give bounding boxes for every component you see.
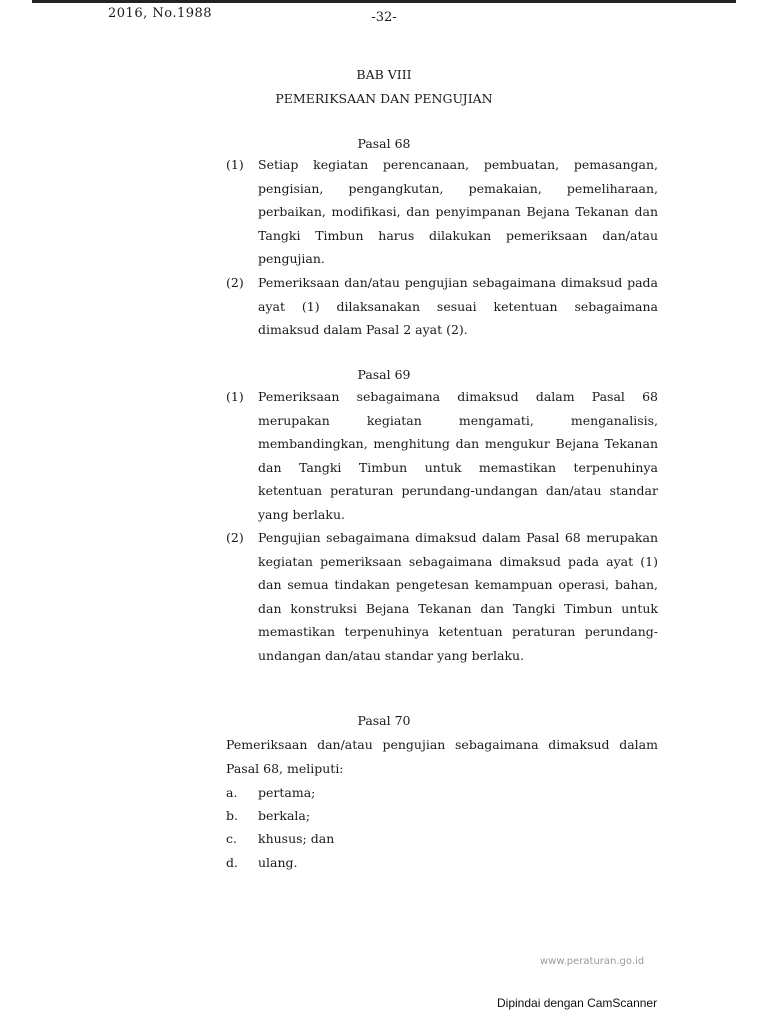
top-border-line — [32, 0, 736, 3]
page-number: -32- — [371, 10, 397, 25]
list-letter: d. — [226, 855, 238, 870]
list-item — [226, 855, 298, 870]
scanner-watermark: Dipindai dengan CamScanner — [497, 996, 658, 1010]
pasal-69-item-1 — [226, 385, 658, 526]
list-text: berkala; — [258, 808, 311, 823]
list-item — [226, 808, 310, 823]
item-text: Pemeriksaan dan/atau pengujian sebagaimana dimaksud pada ayat (1) dilaksanakan sesuai ketentuan sebagaimana dimaksud dalam Pasal 2 ayat (2). — [258, 275, 658, 337]
pasal-69-heading: Pasal 69 — [357, 367, 411, 382]
list-text: ulang. — [258, 855, 298, 870]
list-letter: a. — [226, 785, 238, 800]
pasal-68-item-1 — [226, 153, 658, 271]
list-text: khusus; dan — [258, 831, 335, 846]
item-text: Pengujian sebagaimana dimaksud dalam Pasal 68 merupakan kegiatan pemeriksaan sebagaimana dimaksud pada ayat (1) dan semua tindakan pengetesan kemampuan operasi, bahan, dan konstruksi Bejana Tekanan dan Tangki Timbun untuk memastikan terpenuhinya ketentuan peraturan perundang-undangan dan/atau standar yang berlaku. — [258, 530, 658, 663]
pasal-69-item-2 — [226, 526, 658, 667]
chapter-number: BAB VIII — [356, 67, 412, 82]
item-number: (1) — [226, 157, 244, 172]
pasal-68-heading: Pasal 68 — [357, 136, 411, 151]
item-number: (2) — [226, 530, 244, 545]
pasal-70-intro: Pemeriksaan dan/atau pengujian sebagaimana dimaksud dalam Pasal 68, meliputi: — [226, 737, 658, 776]
chapter-title: PEMERIKSAAN DAN PENGUJIAN — [275, 91, 493, 106]
document-reference: 2016, No.1988 — [108, 6, 213, 21]
pasal-70-heading: Pasal 70 — [357, 713, 411, 728]
pasal-68-item-2 — [226, 271, 658, 342]
list-item — [226, 785, 315, 800]
item-number: (1) — [226, 389, 244, 404]
item-text: Setiap kegiatan perencanaan, pembuatan, pemasangan, pengisian, pengangkutan, pemakaian, pemeliharaan, perbaikan, modifikasi, dan penyimpanan Bejana Tekanan dan Tangki Timbun harus dilakukan pemeriksaan dan/atau pengujian. — [258, 157, 658, 266]
list-letter: c. — [226, 831, 237, 846]
list-item — [226, 831, 334, 846]
list-letter: b. — [226, 808, 238, 823]
list-text: pertama; — [258, 785, 316, 800]
item-number: (2) — [226, 275, 244, 290]
item-text: Pemeriksaan sebagaimana dimaksud dalam Pasal 68 merupakan kegiatan mengamati, menganalisis, membandingkan, menghitung dan mengukur Bejana Tekanan dan Tangki Timbun untuk memastikan terpenuhinya ketentuan peraturan perundang-undangan dan/atau standar yang berlaku. — [258, 389, 658, 522]
footer-url: www.peraturan.go.id — [540, 956, 645, 967]
